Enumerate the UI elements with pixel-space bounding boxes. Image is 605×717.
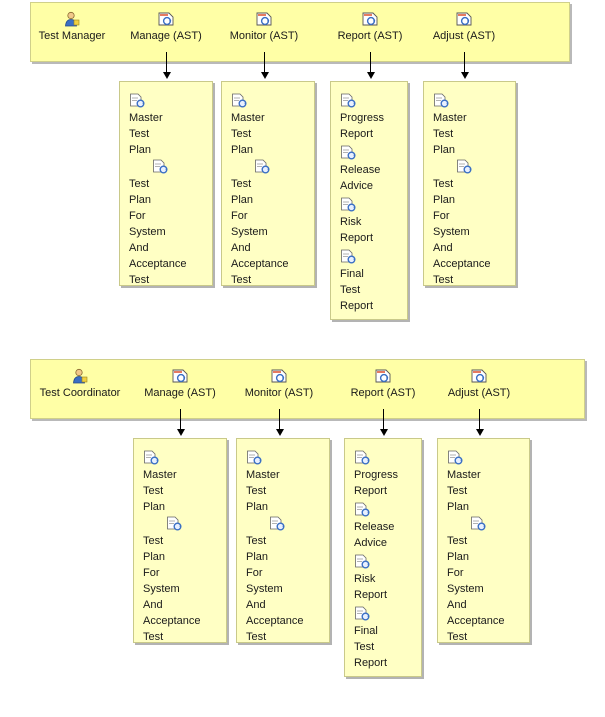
artifact-name-line: Acceptance [447, 615, 505, 627]
artifact-name-line: Plan [143, 551, 166, 563]
artifact-name-line: For [231, 210, 248, 222]
artifact-name-line: Acceptance [231, 258, 289, 270]
document-icon [143, 450, 177, 466]
artifact-name-line: And [231, 242, 251, 254]
artifact-name-line: System [231, 226, 268, 238]
task-label: Manage (AST) [144, 387, 216, 399]
artifact-name-line: Master [231, 112, 265, 124]
task-label: Monitor (AST) [229, 30, 299, 42]
artifact-name-line: And [129, 242, 149, 254]
document-icon [340, 249, 373, 265]
artifact-name-line: Test [231, 274, 252, 286]
artifact-name-line: System [143, 583, 180, 595]
artifact-name-line: Plan [246, 501, 269, 513]
artifact-item[interactable] [354, 554, 387, 602]
artifact-name-line: Test [433, 128, 454, 140]
artifact-name-line: System [246, 583, 283, 595]
task-icon [125, 368, 235, 384]
connector-line [383, 409, 384, 430]
artifact-item[interactable] [231, 159, 288, 287]
artifact-item[interactable] [433, 93, 467, 157]
artifact-item[interactable] [433, 159, 490, 287]
artifact-name-line: Acceptance [143, 615, 201, 627]
artifact-name-line: Test [447, 631, 468, 643]
arrowhead [261, 72, 269, 79]
artifact-name-line: Master [433, 112, 467, 124]
artifact-item[interactable] [340, 145, 380, 193]
document-icon [354, 606, 387, 622]
document-icon [231, 159, 288, 175]
artifact-name-line: Progress [340, 112, 385, 124]
artifact-item[interactable] [340, 197, 373, 245]
artifact-name-line: Test [246, 485, 267, 497]
artifact-name-line: Acceptance [433, 258, 491, 270]
task-node[interactable] [111, 11, 221, 42]
artifact-column [119, 81, 213, 286]
artifact-name-line: For [433, 210, 450, 222]
artifact-name-line: Test [447, 485, 468, 497]
task-icon [111, 11, 221, 27]
artifact-item[interactable] [143, 450, 177, 514]
task-icon [224, 368, 334, 384]
document-icon [447, 450, 481, 466]
connector-line [370, 52, 371, 73]
task-node[interactable] [328, 368, 438, 399]
artifact-name-line: Plan [143, 501, 166, 513]
artifact-name-line: Test [129, 274, 150, 286]
task-node[interactable] [125, 368, 235, 399]
document-icon [447, 516, 504, 532]
artifact-column [330, 81, 408, 320]
connector-line [279, 409, 280, 430]
artifact-name-line: Master [447, 469, 481, 481]
document-icon [433, 93, 467, 109]
task-node[interactable] [209, 11, 319, 42]
artifact-column [423, 81, 516, 286]
artifact-name-line: And [143, 599, 163, 611]
artifact-name-line: Progress [354, 469, 399, 481]
artifact-name-line: Plan [231, 194, 254, 206]
document-icon [231, 93, 265, 109]
artifact-item[interactable] [246, 516, 303, 644]
role-node[interactable] [25, 368, 135, 399]
artifact-name-line: Report [354, 485, 388, 497]
artifact-column [221, 81, 315, 286]
task-icon [209, 11, 319, 27]
arrowhead [380, 429, 388, 436]
artifact-name-line: Plan [231, 144, 254, 156]
workflow-diagram [0, 359, 605, 681]
document-icon [340, 197, 373, 213]
artifact-name-line: For [129, 210, 146, 222]
document-icon [246, 516, 303, 532]
artifact-name-line: Advice [340, 180, 374, 192]
artifact-name-line: Risk [354, 573, 376, 585]
artifact-name-line: Plan [433, 194, 456, 206]
artifact-name-line: Test [246, 535, 267, 547]
artifact-name-line: Final [340, 268, 364, 280]
artifact-name-line: Plan [447, 551, 470, 563]
arrowhead [476, 429, 484, 436]
artifact-name-line: System [447, 583, 484, 595]
artifact-name-line: For [143, 567, 160, 579]
artifact-item[interactable] [354, 502, 394, 550]
artifact-name-line: Test [143, 485, 164, 497]
artifact-name-line: Advice [354, 537, 388, 549]
task-node[interactable] [424, 368, 534, 399]
connector-line [180, 409, 181, 430]
artifact-name-line: Release [354, 521, 395, 533]
workflow-diagram [0, 2, 605, 324]
arrowhead [177, 429, 185, 436]
artifact-item[interactable] [231, 93, 265, 157]
artifact-name-line: Plan [129, 194, 152, 206]
artifact-name-line: Test [231, 128, 252, 140]
document-icon [354, 450, 398, 466]
arrowhead [163, 72, 171, 79]
task-label: Adjust (AST) [432, 30, 496, 42]
person-icon [25, 368, 135, 384]
artifact-name-line: Plan [433, 144, 456, 156]
task-label: Report (AST) [350, 387, 416, 399]
task-label: Adjust (AST) [447, 387, 511, 399]
artifact-name-line: Test [129, 128, 150, 140]
task-label: Monitor (AST) [244, 387, 314, 399]
artifact-name-line: Test [231, 178, 252, 190]
artifact-name-line: Release [340, 164, 381, 176]
task-icon [328, 368, 438, 384]
artifact-name-line: Report [340, 128, 374, 140]
artifact-column [437, 438, 530, 643]
connector-line [479, 409, 480, 430]
task-label: Report (AST) [337, 30, 403, 42]
artifact-name-line: For [246, 567, 263, 579]
artifact-name-line: Test [433, 274, 454, 286]
arrowhead [276, 429, 284, 436]
artifact-column [236, 438, 330, 643]
document-icon [129, 159, 186, 175]
artifact-name-line: Test [143, 631, 164, 643]
artifact-name-line: Report [340, 300, 374, 312]
role-label: Test Coordinator [39, 387, 121, 399]
task-node[interactable] [409, 11, 519, 42]
artifact-item[interactable] [143, 516, 200, 644]
artifact-name-line: Acceptance [246, 615, 304, 627]
artifact-name-line: Test [143, 535, 164, 547]
artifact-item[interactable] [354, 606, 387, 670]
artifact-name-line: Master [143, 469, 177, 481]
artifact-name-line: Final [354, 625, 378, 637]
artifact-name-line: Test [246, 631, 267, 643]
artifact-column [133, 438, 227, 643]
artifact-column [344, 438, 422, 677]
document-icon [354, 554, 387, 570]
artifact-item[interactable] [129, 93, 163, 157]
arrowhead [461, 72, 469, 79]
artifact-name-line: And [447, 599, 467, 611]
document-icon [433, 159, 490, 175]
connector-line [464, 52, 465, 73]
artifact-name-line: Master [246, 469, 280, 481]
artifact-name-line: And [433, 242, 453, 254]
artifact-name-line: Test [340, 284, 361, 296]
artifact-name-line: Test [129, 178, 150, 190]
artifact-name-line: Plan [129, 144, 152, 156]
artifact-name-line: Plan [246, 551, 269, 563]
artifact-name-line: Test [447, 535, 468, 547]
connector-line [166, 52, 167, 73]
artifact-name-line: Acceptance [129, 258, 187, 270]
artifact-name-line: Risk [340, 216, 362, 228]
document-icon [246, 450, 280, 466]
document-icon [340, 145, 380, 161]
artifact-item[interactable] [447, 516, 504, 644]
artifact-name-line: System [129, 226, 166, 238]
artifact-item[interactable] [246, 450, 280, 514]
artifact-item[interactable] [340, 93, 384, 141]
connector-line [264, 52, 265, 73]
document-icon [340, 93, 384, 109]
task-node[interactable] [224, 368, 334, 399]
task-icon [409, 11, 519, 27]
artifact-name-line: Plan [447, 501, 470, 513]
arrowhead [367, 72, 375, 79]
artifact-name-line: Report [354, 657, 388, 669]
document-icon [354, 502, 394, 518]
task-icon [424, 368, 534, 384]
artifact-name-line: Master [129, 112, 163, 124]
document-icon [143, 516, 200, 532]
artifact-item[interactable] [340, 249, 373, 313]
artifact-name-line: Report [354, 589, 388, 601]
artifact-name-line: Test [354, 641, 375, 653]
artifact-name-line: For [447, 567, 464, 579]
artifact-name-line: System [433, 226, 470, 238]
artifact-item[interactable] [354, 450, 398, 498]
artifact-name-line: And [246, 599, 266, 611]
artifact-name-line: Report [340, 232, 374, 244]
document-icon [129, 93, 163, 109]
artifact-name-line: Test [433, 178, 454, 190]
role-label: Test Manager [38, 30, 106, 42]
task-label: Manage (AST) [130, 30, 202, 42]
artifact-item[interactable] [129, 159, 186, 287]
artifact-item[interactable] [447, 450, 481, 514]
